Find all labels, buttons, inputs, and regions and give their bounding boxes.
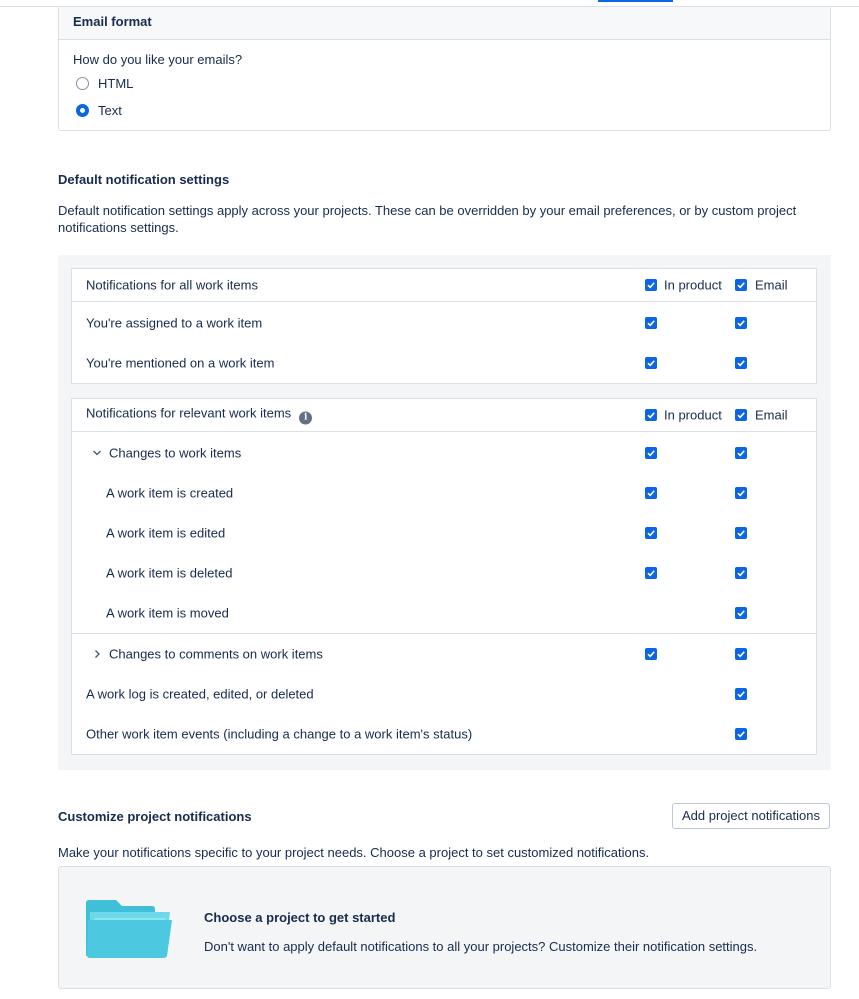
in-product-checkbox[interactable] xyxy=(645,447,657,459)
relevant-work-items-table xyxy=(71,398,817,755)
active-tab-indicator xyxy=(598,0,673,2)
table-row xyxy=(72,343,816,383)
add-project-notifications-button[interactable]: Add project notifications xyxy=(672,803,830,829)
group-row-changes[interactable] xyxy=(72,433,816,473)
chevron-right-icon[interactable] xyxy=(92,649,102,659)
email-checkbox[interactable] xyxy=(735,567,747,579)
relevant-in-product-checkbox[interactable] xyxy=(645,409,657,421)
col-in-product: In product xyxy=(664,277,722,293)
table-row xyxy=(72,674,816,714)
radio-html[interactable] xyxy=(76,77,89,90)
table-row xyxy=(72,513,816,553)
row-label: Changes to comments on work items xyxy=(109,646,323,661)
in-product-checkbox[interactable] xyxy=(645,317,657,329)
row-label: You're mentioned on a work item xyxy=(86,355,275,371)
row-label: A work item is edited xyxy=(106,525,226,541)
empty-state-panel xyxy=(58,866,831,989)
row-label: You're assigned to a work item xyxy=(86,315,263,331)
chevron-down-icon[interactable] xyxy=(92,448,102,458)
col-email: Email xyxy=(755,407,788,423)
customize-title: Customize project notifications xyxy=(58,809,252,824)
in-product-checkbox[interactable] xyxy=(645,648,657,660)
all-work-items-table xyxy=(71,268,817,384)
default-settings-title: Default notification settings xyxy=(58,172,230,187)
info-icon[interactable]: i xyxy=(299,412,312,425)
row-label: A work item is moved xyxy=(106,605,229,621)
notification-tables-panel xyxy=(58,255,831,770)
all-items-in-product-checkbox[interactable] xyxy=(645,279,657,291)
email-checkbox[interactable] xyxy=(735,527,747,539)
relevant-items-header-label: Notifications for relevant work items xyxy=(86,405,292,421)
relevant-items-header xyxy=(86,406,312,425)
default-settings-description: Default notification settings apply across your projects. These can be overridden by your email preferences, or by custom project notifications settings. xyxy=(58,203,797,235)
table-header xyxy=(72,269,816,302)
relevant-email-checkbox[interactable] xyxy=(735,409,747,421)
folder-icon xyxy=(86,900,172,958)
email-checkbox[interactable] xyxy=(735,728,747,740)
empty-state-description: Don't want to apply default notifications to all your projects? Customize their notification settings. xyxy=(204,939,758,954)
radio-html-label: HTML xyxy=(98,76,134,91)
table-header xyxy=(72,399,816,432)
in-product-checkbox[interactable] xyxy=(645,567,657,579)
empty-state-title: Choose a project to get started xyxy=(204,910,396,925)
row-label: Other work item events (including a change to a work item's status) xyxy=(86,726,473,742)
email-checkbox[interactable] xyxy=(735,357,747,369)
radio-option-text[interactable] xyxy=(76,103,122,118)
all-items-email-checkbox[interactable] xyxy=(735,279,747,291)
col-in-product: In product xyxy=(664,407,722,423)
customize-description: Make your notifications specific to your project needs. Choose a project to set customized notifications. xyxy=(58,845,650,860)
table-row xyxy=(72,303,816,343)
email-checkbox[interactable] xyxy=(735,607,747,619)
row-label: A work log is created, edited, or deleted xyxy=(86,686,314,702)
in-product-checkbox[interactable] xyxy=(645,527,657,539)
in-product-checkbox[interactable] xyxy=(645,487,657,499)
row-label: A work item is created xyxy=(106,485,234,501)
group-row-comments[interactable] xyxy=(72,633,816,673)
table-row xyxy=(72,473,816,513)
email-checkbox[interactable] xyxy=(735,317,747,329)
email-format-header: Email format xyxy=(59,7,830,40)
email-checkbox[interactable] xyxy=(735,447,747,459)
in-product-checkbox[interactable] xyxy=(645,357,657,369)
email-format-question: How do you like your emails? xyxy=(73,52,243,67)
email-checkbox[interactable] xyxy=(735,648,747,660)
table-row xyxy=(72,553,816,593)
radio-option-html[interactable] xyxy=(76,76,133,91)
table-row xyxy=(72,714,816,754)
email-format-panel xyxy=(58,6,831,131)
col-email: Email xyxy=(755,277,788,293)
email-checkbox[interactable] xyxy=(735,487,747,499)
all-items-header-label: Notifications for all work items xyxy=(86,277,258,293)
row-label: Changes to work items xyxy=(109,445,242,461)
radio-text-label: Text xyxy=(98,103,122,118)
row-label: A work item is deleted xyxy=(106,565,233,581)
radio-text[interactable] xyxy=(76,104,89,117)
email-checkbox[interactable] xyxy=(735,688,747,700)
table-row xyxy=(72,593,816,633)
